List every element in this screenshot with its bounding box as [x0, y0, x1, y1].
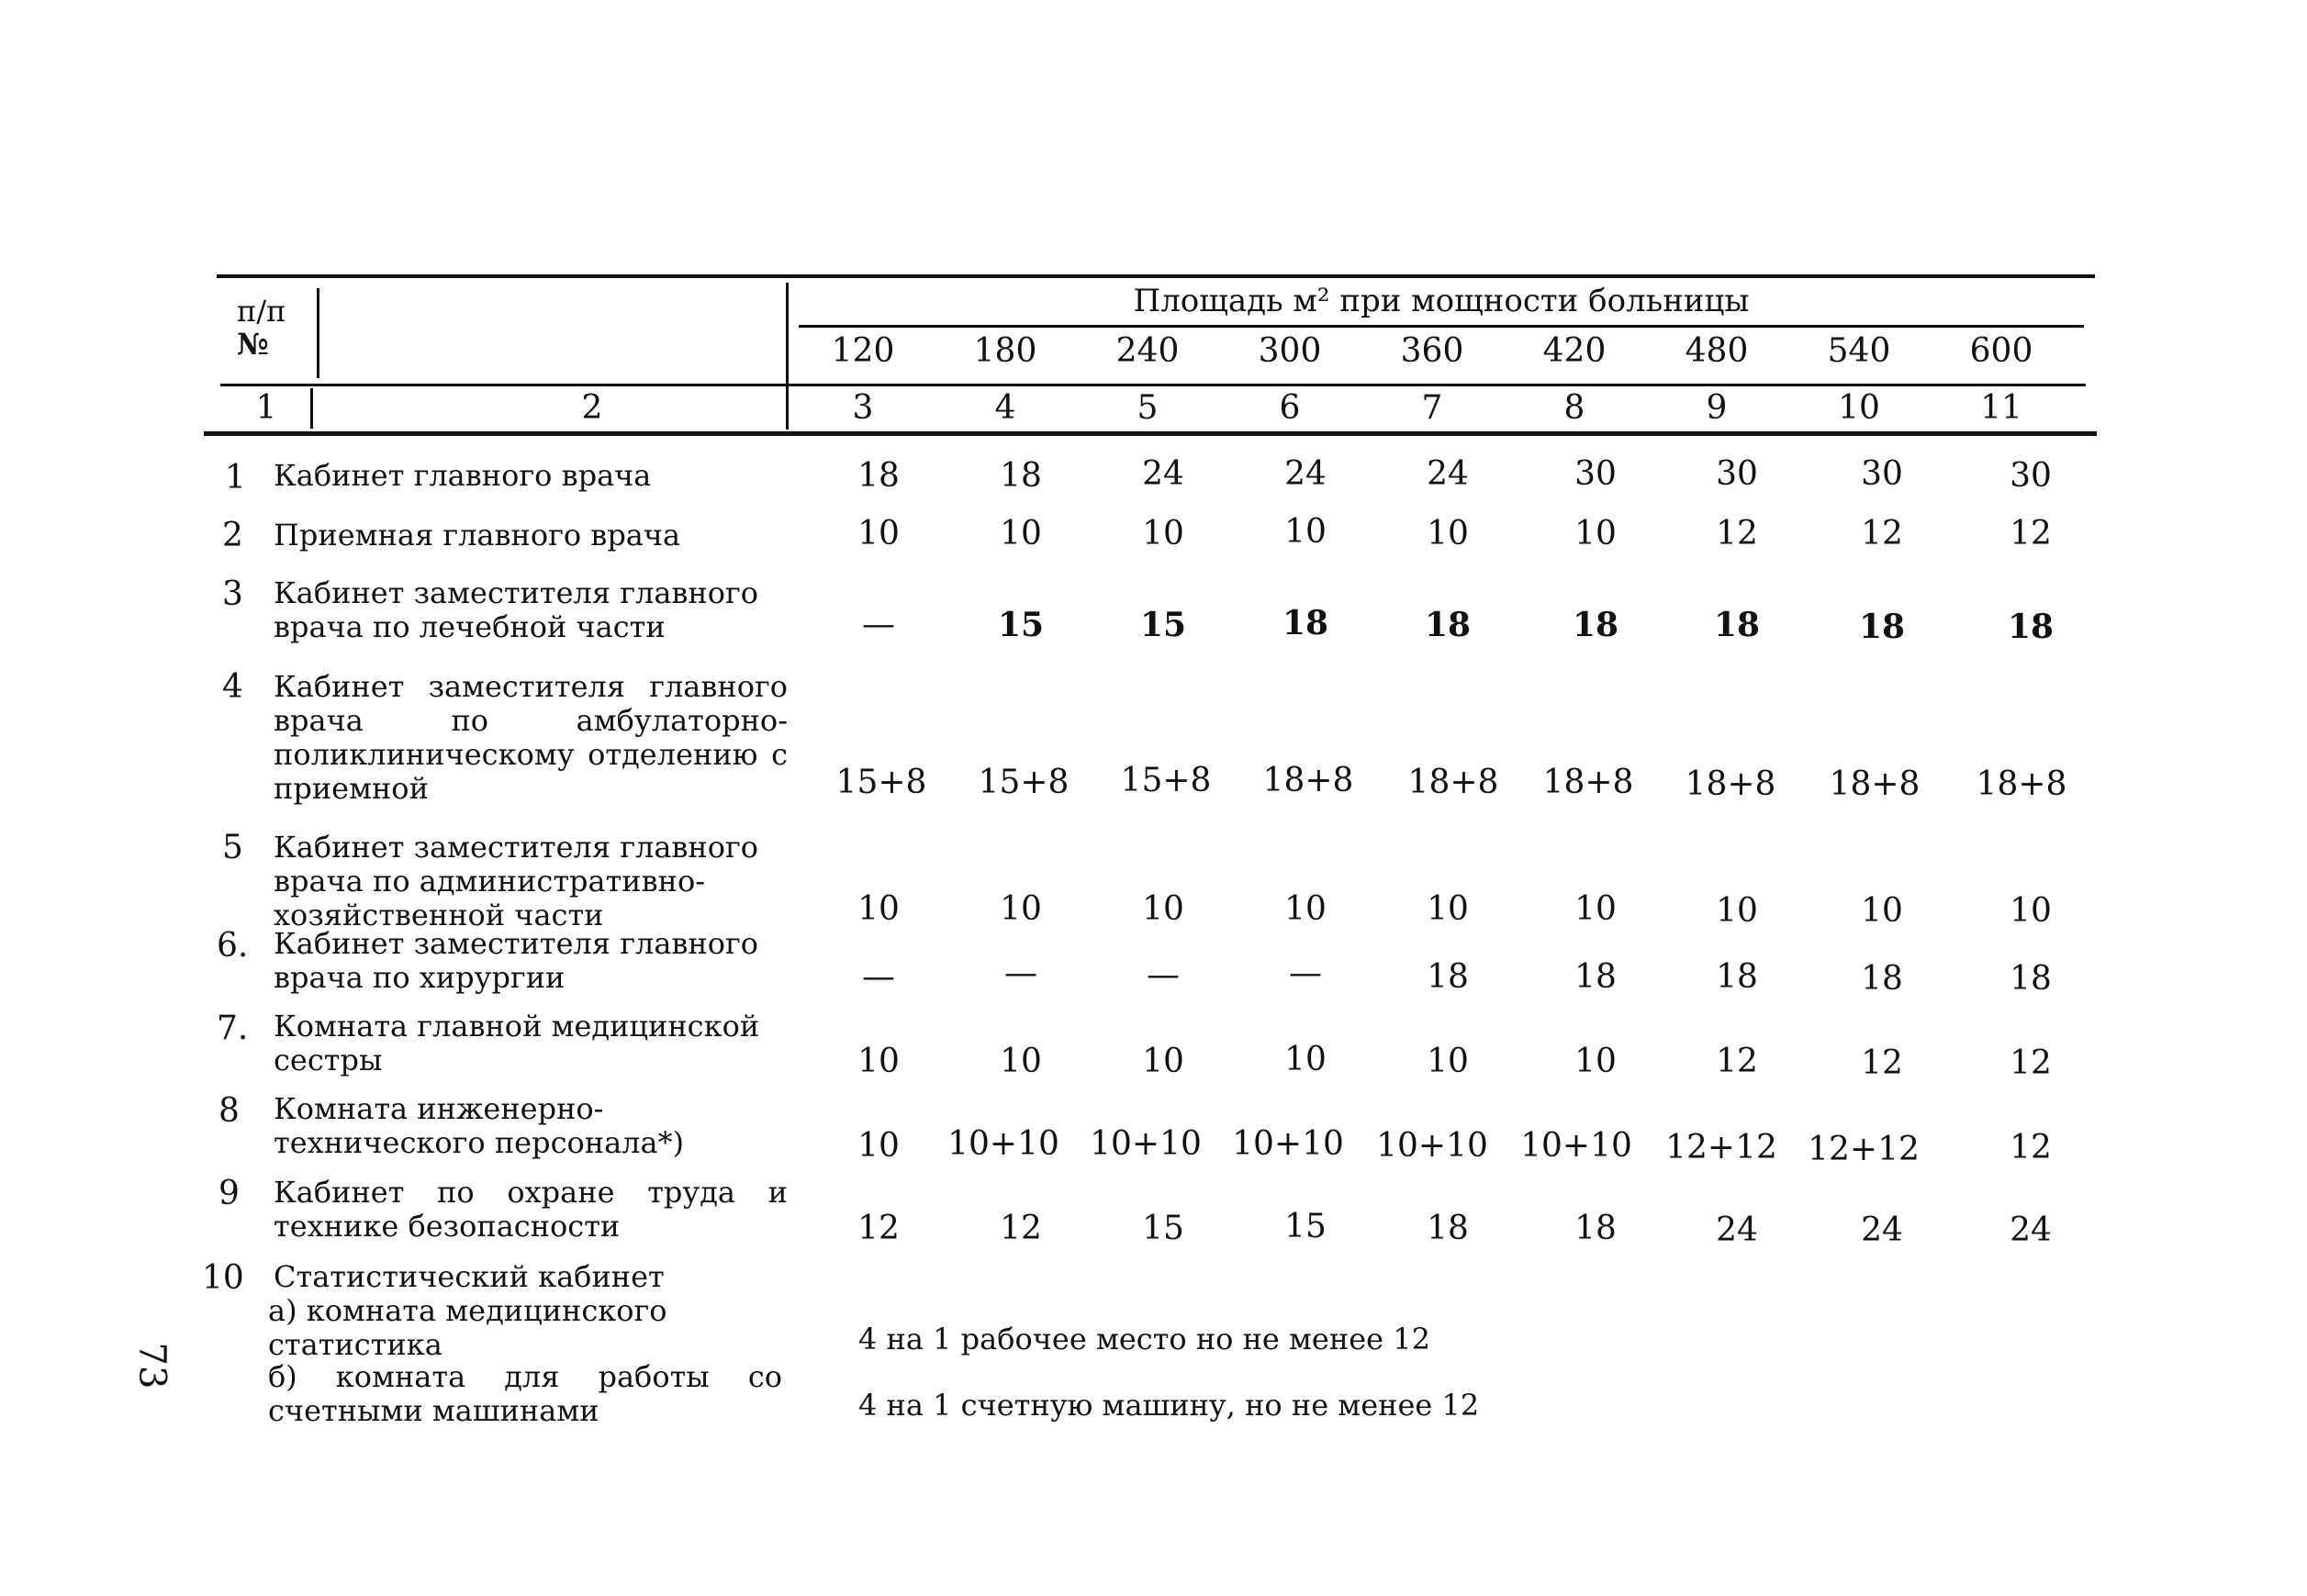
row-1-value: 30 [2010, 457, 2052, 495]
row-8-value: 10+10 [1376, 1127, 1488, 1165]
capacity-240: 240 [1115, 332, 1180, 370]
col-index-8: 8 [1563, 389, 1585, 427]
row-7-value: 10 [857, 1043, 900, 1080]
row-10-name: Статистический кабинет [274, 1259, 665, 1294]
row-5-value: 10 [1861, 892, 1903, 930]
row-1-value: 30 [1716, 455, 1758, 493]
row-1-name: Кабинет главного врача [274, 458, 652, 493]
row-3-value: 18 [1858, 608, 1906, 646]
capacity-header-row [0, 332, 2307, 373]
table-top-rule [217, 274, 2095, 278]
row-9-name: Кабинет по охране труда и технике безопасности [274, 1175, 788, 1244]
row-3-value: 18 [1424, 606, 1472, 644]
col-index-5: 5 [1137, 389, 1159, 427]
capacity-600: 600 [1969, 332, 2033, 370]
row-9-value: 15 [1142, 1210, 1184, 1247]
header-number-sign: № [237, 327, 269, 362]
row-8-value: 12+12 [1808, 1131, 1920, 1168]
row-4-value: 18+8 [1542, 764, 1634, 801]
row-4-value: 18+8 [1407, 764, 1499, 801]
row-2-value: 10 [1427, 515, 1469, 552]
row-5-value: 10 [1716, 892, 1758, 930]
row-7-number: 7. [217, 1010, 249, 1047]
row-6-value: 18 [1427, 958, 1469, 996]
row-6-number: 6. [217, 927, 249, 965]
row-2-value: 12 [1716, 515, 1758, 552]
row-1-value: 18 [857, 457, 900, 495]
row-7-value: 12 [2010, 1044, 2052, 1082]
header-pp: п/п [237, 294, 286, 329]
col-index-11: 11 [1980, 389, 2022, 427]
row-4-value: 18+8 [1262, 762, 1354, 799]
row-7-value: 12 [1861, 1044, 1903, 1082]
row-1-value: 24 [1142, 455, 1184, 493]
capacity-180: 180 [973, 332, 1037, 370]
capacity-420: 420 [1542, 332, 1607, 370]
row-9-value: 18 [1574, 1210, 1617, 1247]
subrow-a-note: 4 на 1 рабочее место но не менее 12 [858, 1322, 1430, 1356]
capacity-480: 480 [1685, 332, 1749, 370]
row-5-value: 10 [1574, 890, 1617, 928]
col-index-7: 7 [1421, 389, 1443, 427]
row-3-value: 15 [1139, 606, 1187, 644]
row-7-name: Комната главной медицинской сестры [274, 1009, 760, 1077]
row-4-value: 18+8 [1685, 765, 1776, 803]
row-9-value: 18 [1427, 1210, 1469, 1247]
row-8-value: 10 [857, 1127, 900, 1165]
row-4-value: 18+8 [1829, 765, 1921, 803]
row-5-number: 5 [222, 829, 243, 866]
row-3-value: 18 [1572, 606, 1619, 644]
row-9-value: 24 [2010, 1211, 2052, 1249]
row-6-value: 18 [1861, 960, 1903, 998]
row-4-value: 15+8 [1120, 762, 1212, 799]
row-6-value: — [1004, 954, 1037, 992]
row-3-value: 18 [1282, 604, 1329, 642]
subrow-b-label: б) комната для работы со счетными машинами [268, 1359, 782, 1428]
row-8-value: 10+10 [1090, 1125, 1202, 1163]
row-6-value: 18 [2010, 960, 2052, 998]
row-4-value: 18+8 [1976, 765, 2067, 803]
row-9-value: 15 [1284, 1208, 1327, 1245]
row-8-value: 10+10 [947, 1125, 1059, 1163]
row-3-value: 15 [997, 606, 1045, 644]
header-sub-rule [799, 325, 2084, 328]
capacity-300: 300 [1258, 332, 1322, 370]
row-2-value: 12 [2010, 515, 2052, 552]
row-5-value: 10 [1142, 890, 1184, 928]
row-8-name: Комната инженерно-технического персонала*) [274, 1091, 685, 1160]
row-7-value: 10 [1284, 1041, 1327, 1078]
col-index-10: 10 [1838, 389, 1880, 427]
row-3-value: 18 [2007, 608, 2055, 646]
row-3-value: — [862, 606, 895, 643]
row-2-value: 10 [1284, 513, 1327, 551]
row-1-value: 24 [1427, 455, 1469, 493]
subrow-a-label: а) комната медицинского статистика [268, 1293, 667, 1362]
row-1-number: 1 [225, 459, 246, 497]
row-2-value: 10 [1574, 515, 1617, 552]
row-8-value: 10+10 [1232, 1125, 1344, 1163]
row-2-value: 12 [1861, 515, 1903, 552]
header-bottom-rule [204, 431, 2097, 436]
col-index-3: 3 [852, 389, 874, 427]
capacity-360: 360 [1400, 332, 1464, 370]
row-4-name: Кабинет заместителя главного врача по амбулаторно-поликлиническому отделению с приемной [274, 669, 788, 806]
row-3-number: 3 [222, 575, 243, 613]
row-6-name: Кабинет заместителя главного врача по хирургии [274, 926, 759, 995]
row-4-value: 15+8 [835, 764, 927, 801]
row-1-value: 30 [1574, 455, 1617, 493]
row-4-number: 4 [222, 668, 243, 706]
row-9-value: 24 [1861, 1211, 1903, 1249]
row-5-value: 10 [1427, 890, 1469, 928]
row-3-value: 18 [1713, 606, 1761, 644]
col-index-6: 6 [1279, 389, 1301, 427]
row-6-value: — [1289, 954, 1322, 992]
row-6-value: — [862, 958, 895, 996]
row-7-value: 10 [1000, 1043, 1042, 1080]
header-mid-rule [220, 384, 2086, 386]
row-4-value: 15+8 [978, 764, 1070, 801]
row-6-value: 18 [1574, 958, 1617, 996]
row-2-value: 10 [1142, 515, 1184, 552]
page-number: 73 [130, 1342, 174, 1390]
row-3-name: Кабинет заместителя главного врача по лечебной части [274, 575, 759, 644]
row-1-value: 24 [1284, 455, 1327, 493]
row-1-value: 18 [1000, 457, 1042, 495]
row-2-name: Приемная главного врача [274, 518, 681, 552]
row-7-value: 10 [1574, 1043, 1617, 1080]
row-5-value: 10 [1284, 890, 1327, 928]
column-index-row [0, 389, 2307, 430]
row-8-value: 10+10 [1520, 1127, 1632, 1165]
capacity-540: 540 [1827, 332, 1891, 370]
row-10-number: 10 [202, 1259, 244, 1297]
row-2-value: 10 [1000, 515, 1042, 552]
row-6-value: 18 [1716, 958, 1758, 996]
row-8-value: 12+12 [1665, 1129, 1777, 1166]
row-5-value: 10 [1000, 890, 1042, 928]
row-1-value: 30 [1861, 455, 1903, 493]
row-9-value: 12 [857, 1210, 900, 1247]
row-7-value: 12 [1716, 1043, 1758, 1080]
row-9-number: 9 [218, 1175, 240, 1212]
subrow-b-note: 4 на 1 счетную машину, но не менее 12 [858, 1388, 1480, 1423]
capacity-120: 120 [831, 332, 895, 370]
row-7-value: 10 [1427, 1043, 1469, 1080]
row-5-value: 10 [857, 890, 900, 928]
header-area-caption: Площадь м² при мощности больницы [1133, 283, 1750, 319]
row-5-name: Кабинет заместителя главного врача по административно-хозяйственной части [274, 830, 759, 932]
row-5-value: 10 [2010, 892, 2052, 930]
col-index-4: 4 [994, 389, 1016, 427]
row-8-number: 8 [218, 1092, 240, 1130]
row-2-value: 10 [857, 515, 900, 552]
row-7-value: 10 [1142, 1043, 1184, 1080]
row-8-value: 12 [2010, 1129, 2052, 1166]
row-9-value: 12 [1000, 1210, 1042, 1247]
row-2-number: 2 [222, 517, 243, 554]
row-6-value: — [1147, 956, 1180, 994]
col-index-9: 9 [1706, 389, 1728, 427]
col-index-1: 1 [255, 389, 277, 427]
row-9-value: 24 [1716, 1211, 1758, 1249]
col-index-2: 2 [581, 389, 603, 427]
